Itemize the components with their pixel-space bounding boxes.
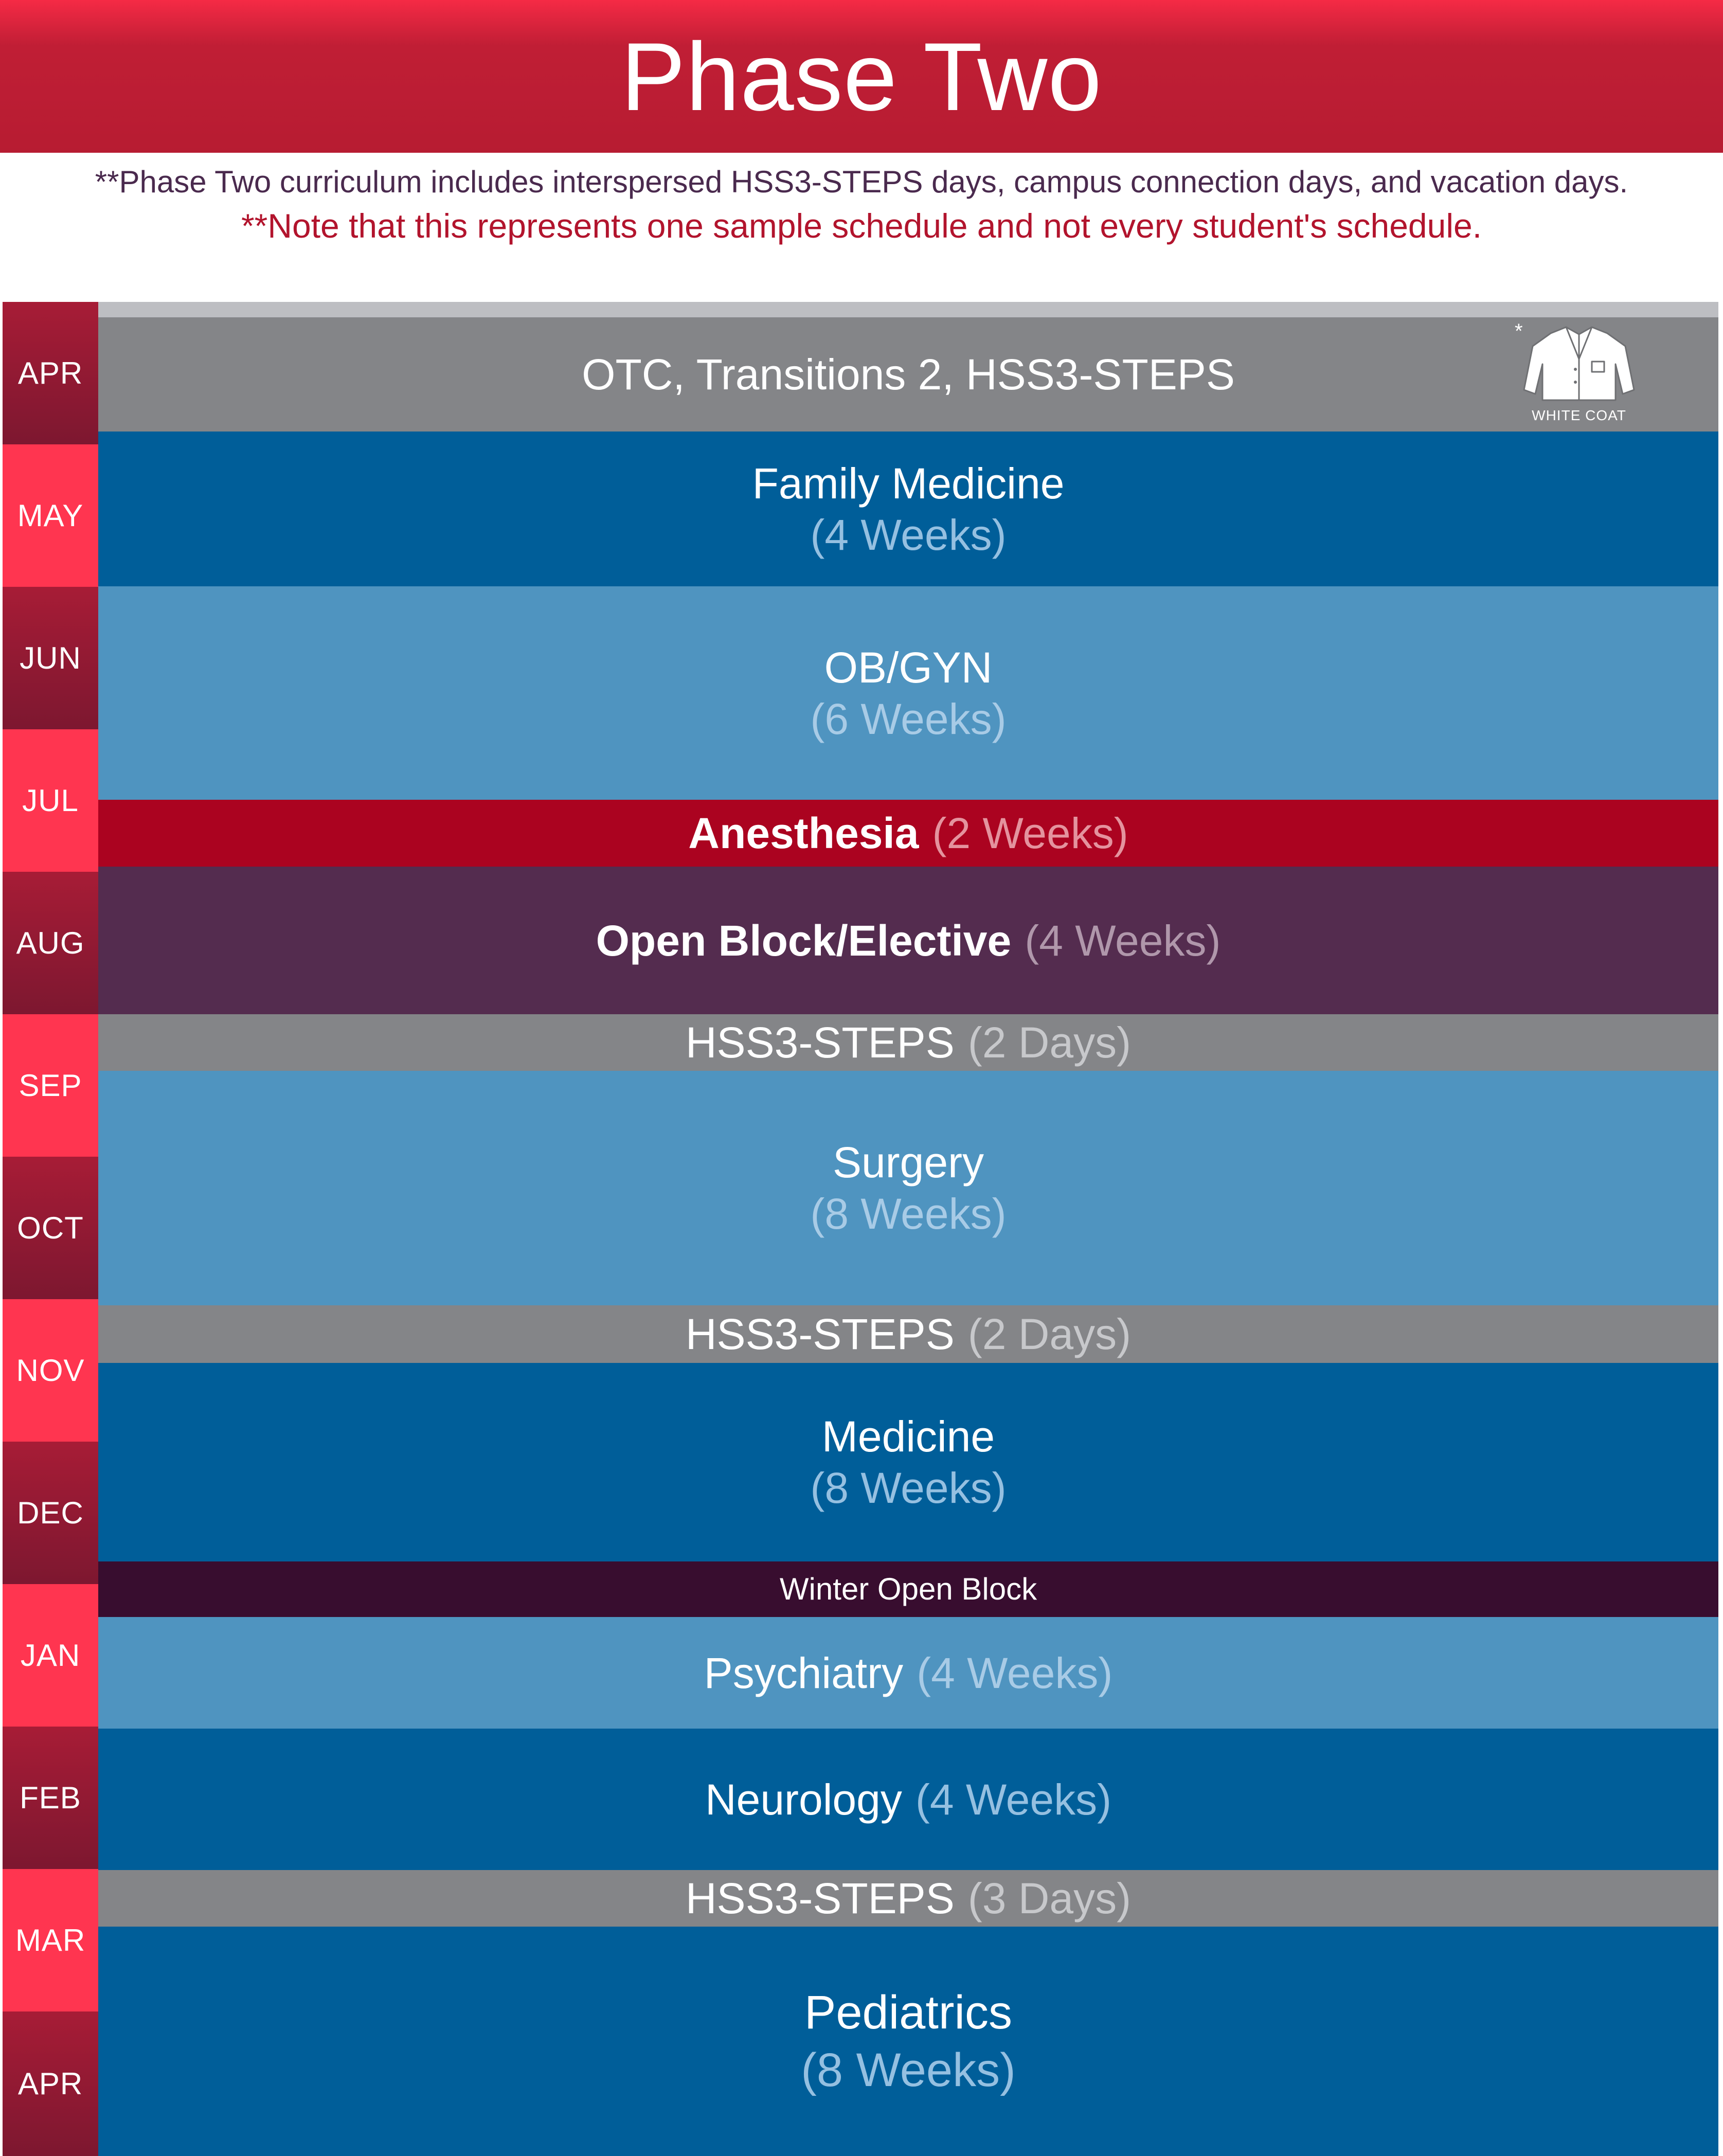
block-pediatrics	[98, 1927, 1718, 2156]
block-hss3-steps	[98, 1870, 1718, 1927]
block-title: HSS3-STEPS	[685, 1874, 955, 1923]
white-coat-icon	[1515, 323, 1643, 410]
month-label: MAR	[3, 1869, 98, 2011]
block-medicine	[98, 1363, 1718, 1561]
block-title: OB/GYN	[824, 643, 993, 692]
block-open-elective	[98, 867, 1718, 1014]
white-coat-label: WHITE COAT	[1532, 407, 1626, 423]
curriculum-note: **Phase Two curriculum includes interspersed HSS3-STEPS days, campus connection days, and vacation days.	[95, 165, 1628, 199]
block-otc-transitions	[98, 317, 1718, 432]
block-duration: (3 Days)	[967, 1874, 1132, 1923]
block-neurology	[98, 1729, 1718, 1870]
block-title: Open Block/Elective	[596, 916, 1012, 965]
block-hss3-steps	[98, 1305, 1718, 1363]
block-title: Psychiatry	[704, 1648, 904, 1697]
block-title: HSS3-STEPS	[685, 1310, 955, 1358]
block-duration: (4 Weeks)	[1025, 916, 1221, 965]
block-duration: (8 Weeks)	[810, 1190, 1007, 1238]
block-surgery	[98, 1071, 1718, 1305]
month-label: SEP	[3, 1014, 98, 1157]
block-duration: (8 Weeks)	[801, 2044, 1016, 2096]
block-duration: (4 Weeks)	[915, 1775, 1112, 1824]
month-label: APR	[3, 2011, 98, 2156]
block-duration: (2 Weeks)	[932, 809, 1128, 857]
block-duration: (8 Weeks)	[810, 1464, 1007, 1512]
month-label: AUG	[3, 872, 98, 1014]
block-title: Winter Open Block	[779, 1572, 1037, 1606]
month-label: JUL	[3, 729, 98, 872]
block-title: HSS3-STEPS	[685, 1018, 955, 1067]
block-anesthesia	[98, 800, 1718, 867]
block-hss3-steps	[98, 1014, 1718, 1071]
page-title: Phase Two	[621, 22, 1102, 131]
month-label: NOV	[3, 1299, 98, 1442]
white-coat-badge	[1515, 320, 1643, 426]
block-psychiatry	[98, 1617, 1718, 1729]
block-title: Anesthesia	[688, 809, 919, 857]
white-coat-marker: *	[1515, 320, 1523, 343]
sample-schedule-note: **Note that this represents one sample schedule and not every student's schedule.	[241, 207, 1482, 245]
month-label: APR	[3, 302, 98, 444]
block-duration: (4 Weeks)	[917, 1648, 1113, 1697]
block-title: Pediatrics	[804, 1986, 1012, 2039]
block-ob-gyn	[98, 586, 1718, 800]
block-title: Surgery	[832, 1138, 984, 1187]
month-label: OCT	[3, 1157, 98, 1299]
block-duration: (4 Weeks)	[810, 510, 1007, 559]
schedule-top-divider	[98, 302, 1718, 317]
block-title: Neurology	[705, 1775, 902, 1824]
block-title: Medicine	[821, 1412, 995, 1461]
block-duration: (2 Days)	[967, 1018, 1132, 1067]
block-family-medicine	[98, 432, 1718, 586]
month-label: DEC	[3, 1442, 98, 1584]
block-duration: (6 Weeks)	[810, 694, 1007, 743]
block-title: OTC, Transitions 2, HSS3-STEPS	[582, 350, 1235, 399]
notes	[0, 160, 1723, 248]
month-label: JAN	[3, 1584, 98, 1727]
block-duration: (2 Days)	[967, 1310, 1132, 1358]
block-winter-open	[98, 1561, 1718, 1617]
month-label: JUN	[3, 587, 98, 729]
block-title: Family Medicine	[752, 459, 1065, 508]
month-label: FEB	[3, 1727, 98, 1869]
page-header	[0, 0, 1723, 153]
month-label: MAY	[3, 444, 98, 587]
